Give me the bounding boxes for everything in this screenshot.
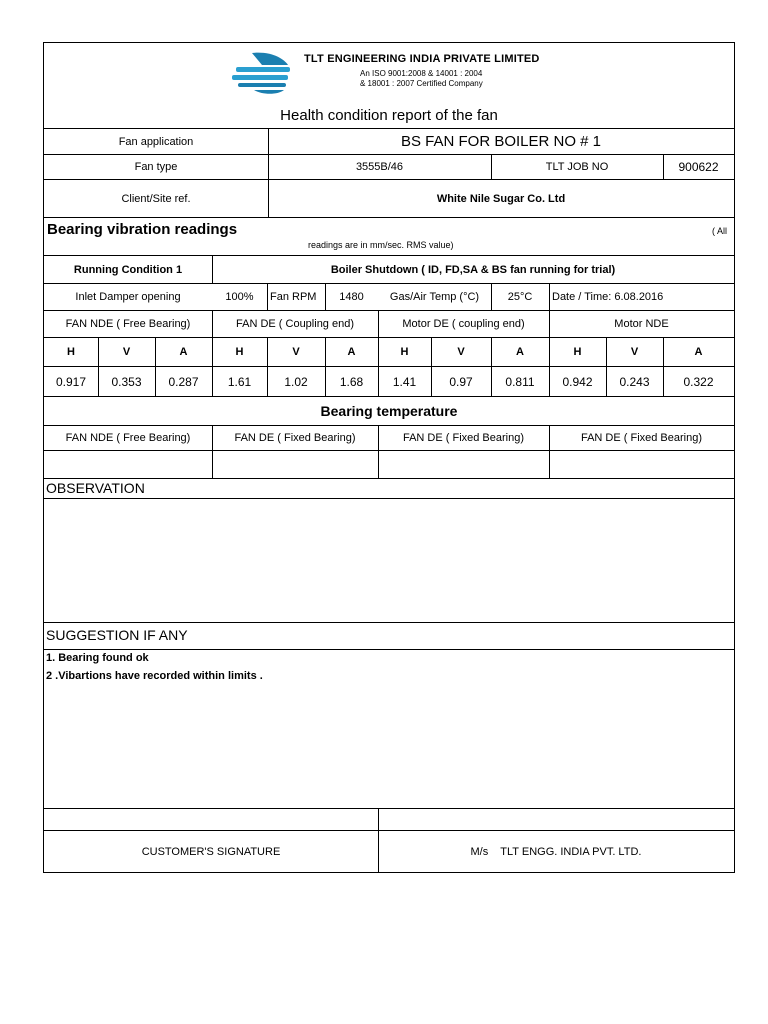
vibration-value: 0.97 bbox=[449, 374, 473, 389]
temperature-value-cell bbox=[549, 451, 734, 478]
suggestion-line: 2 .Vibartions have recorded within limits . bbox=[46, 670, 263, 682]
vibration-value: 1.41 bbox=[392, 374, 417, 389]
axis-header: H bbox=[573, 346, 582, 358]
axis-header: H bbox=[235, 346, 244, 358]
temperature-heading: Bearing temperature bbox=[320, 403, 458, 419]
axis-header: A bbox=[347, 346, 356, 358]
axis-header: A bbox=[516, 346, 524, 358]
running-condition: Running Condition 1 bbox=[73, 263, 183, 276]
fan-type-label: Fan type bbox=[134, 161, 178, 173]
vibration-group-header: Motor DE ( coupling end) bbox=[402, 318, 525, 330]
client-value: White Nile Sugar Co. Ltd bbox=[436, 192, 566, 205]
vibration-value: 1.02 bbox=[284, 374, 308, 389]
vibration-group-header: FAN DE ( Coupling end) bbox=[236, 318, 354, 330]
vibration-group-header: FAN NDE ( Free Bearing) bbox=[65, 318, 191, 330]
axis-header: H bbox=[67, 346, 75, 358]
axis-header: A bbox=[694, 346, 703, 358]
fan-application-label: Fan application bbox=[118, 135, 194, 148]
condition-description: Boiler Shutdown ( ID, FD,SA & BS fan running for trial) bbox=[330, 263, 616, 276]
fan-rpm-label: Fan RPM bbox=[270, 291, 317, 303]
vibration-heading: Bearing vibration readings bbox=[47, 221, 238, 238]
temperature-group-header: FAN DE ( Fixed Bearing) bbox=[234, 432, 356, 444]
date-time: Date / Time: 6.08.2016 bbox=[552, 291, 664, 303]
axis-header: H bbox=[400, 346, 409, 358]
gas-temp-value: 25°C bbox=[507, 291, 533, 303]
axis-header: A bbox=[179, 346, 188, 358]
company-logo-icon bbox=[232, 51, 294, 95]
vibration-value: 0.322 bbox=[683, 374, 714, 389]
vibration-group-header: Motor NDE bbox=[614, 318, 669, 330]
axis-header: V bbox=[457, 346, 465, 358]
observation-heading: OBSERVATION bbox=[46, 480, 145, 496]
vibration-value: 0.942 bbox=[562, 374, 593, 389]
temperature-group-header: FAN DE ( Fixed Bearing) bbox=[402, 432, 525, 444]
fan-rpm-value: 1480 bbox=[339, 291, 364, 303]
vibration-value: 0.917 bbox=[55, 374, 87, 389]
certification-line-1: An ISO 9001:2008 & 14001 : 2004 bbox=[360, 69, 483, 78]
inlet-damper-label: Inlet Damper opening bbox=[75, 291, 181, 303]
customer-signature: CUSTOMER'S SIGNATURE bbox=[141, 846, 281, 858]
report-title: Health condition report of the fan bbox=[280, 107, 498, 124]
company-name: TLT ENGINEERING INDIA PRIVATE LIMITED bbox=[304, 53, 540, 65]
suggestion-line: 1. Bearing found ok bbox=[46, 652, 149, 664]
company-signature: M/s TLT ENGG. INDIA PVT. LTD. bbox=[470, 846, 642, 858]
vibration-value: 0.287 bbox=[168, 374, 199, 389]
certification-line-2: & 18001 : 2007 Certified Company bbox=[360, 79, 483, 88]
axis-header: V bbox=[292, 346, 300, 358]
job-no-value: 900622 bbox=[678, 160, 719, 174]
axis-header: V bbox=[630, 346, 639, 358]
vibration-note-start: ( All bbox=[712, 226, 728, 236]
vibration-value: 1.61 bbox=[227, 374, 252, 389]
temperature-value-cell bbox=[378, 451, 549, 478]
client-label: Client/Site ref. bbox=[121, 192, 191, 205]
vibration-note-end: readings are in mm/sec. RMS value) bbox=[308, 240, 454, 250]
job-no-label: TLT JOB NO bbox=[545, 161, 609, 173]
temperature-group-header: FAN DE ( Fixed Bearing) bbox=[580, 432, 703, 444]
fan-application-value: BS FAN FOR BOILER NO # 1 bbox=[400, 133, 602, 150]
vibration-value: 0.353 bbox=[111, 374, 142, 389]
temperature-group-header: FAN NDE ( Free Bearing) bbox=[65, 432, 191, 444]
suggestion-heading: SUGGESTION IF ANY bbox=[46, 627, 188, 643]
vibration-value: 1.68 bbox=[339, 374, 364, 389]
axis-header: V bbox=[122, 346, 131, 358]
gas-temp-label: Gas/Air Temp (°C) bbox=[389, 291, 480, 303]
observation-area bbox=[44, 499, 734, 621]
temperature-value-cell bbox=[212, 451, 378, 478]
fan-type-value: 3555B/46 bbox=[355, 161, 404, 173]
vibration-value: 0.243 bbox=[619, 374, 650, 389]
temperature-value-cell bbox=[44, 451, 212, 478]
inlet-damper-value: 100% bbox=[225, 291, 254, 303]
vibration-value: 0.811 bbox=[505, 374, 535, 389]
report-sheet bbox=[43, 42, 735, 873]
